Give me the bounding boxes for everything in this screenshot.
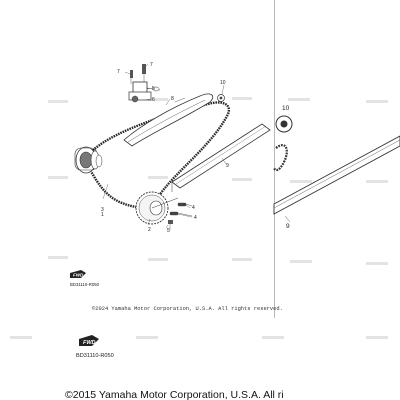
tensioner-assembly xyxy=(129,64,160,102)
fwd-label: FWD xyxy=(73,272,84,278)
callout-5: 5 xyxy=(167,228,170,234)
watermark-logo xyxy=(148,258,168,261)
watermark-logo xyxy=(148,176,168,179)
crankshaft-sprocket xyxy=(136,192,178,224)
watermark-logo xyxy=(232,258,252,261)
watermark-logo xyxy=(290,260,312,263)
watermark-logo xyxy=(136,336,158,339)
enlarged-detail-right xyxy=(274,105,400,230)
callout-8: 8 xyxy=(171,96,174,102)
callout-1: 1 xyxy=(101,212,104,218)
callout-10: 10 xyxy=(220,80,226,86)
watermark-logo xyxy=(366,336,388,339)
chain-tensioner-guide xyxy=(124,94,213,146)
watermark-logo xyxy=(48,100,68,103)
copyright-small: ©2024 Yamaha Motor Corporation, U.S.A. All rights reserved. xyxy=(92,306,283,312)
callout-5-top: 5 xyxy=(152,86,155,92)
enlarged-sprocket-arc xyxy=(274,145,287,170)
watermark-logo xyxy=(232,97,252,100)
watermark-logo xyxy=(10,336,32,339)
enlarged-washer xyxy=(276,116,292,132)
copyright-large: ©2015 Yamaha Motor Corporation, U.S.A. All ri xyxy=(65,389,284,400)
watermark-logo xyxy=(366,262,388,265)
callout-2: 2 xyxy=(148,227,151,233)
watermark-logo xyxy=(366,180,388,183)
bolts-4 xyxy=(170,203,192,216)
callout-3: 3 xyxy=(101,207,104,213)
chain-guide-9 xyxy=(172,124,270,192)
camshaft-sprocket xyxy=(75,147,102,173)
watermark-logo xyxy=(48,256,68,259)
figure-code-small: BD31110-R050 xyxy=(70,282,99,287)
figure-code-large: BD31110-R050 xyxy=(76,353,114,359)
fwd-arrow-badge-large xyxy=(79,334,99,347)
callout-4b: 4 xyxy=(194,215,197,221)
watermark-logo xyxy=(48,176,68,179)
fwd-label-large: FWD xyxy=(83,340,96,346)
callout-9: 9 xyxy=(226,163,229,169)
callout-7b: 7 xyxy=(150,62,153,68)
watermark-logo xyxy=(290,180,312,183)
callout-7a: 7 xyxy=(117,69,120,75)
fwd-arrow-badge-small xyxy=(70,269,86,279)
watermark-logo xyxy=(288,98,310,101)
callout-6: 6 xyxy=(152,97,155,103)
watermark-logo xyxy=(262,336,284,339)
callout-4a: 4 xyxy=(192,205,195,211)
enlarged-chain-guide xyxy=(274,136,400,222)
callout-9-enlarged: 9 xyxy=(286,223,290,230)
watermark-logos xyxy=(10,97,388,339)
watermark-logo xyxy=(366,100,388,103)
watermark-logo xyxy=(232,178,252,181)
washer-10 xyxy=(218,95,225,102)
callout-10-enlarged: 10 xyxy=(282,105,290,112)
